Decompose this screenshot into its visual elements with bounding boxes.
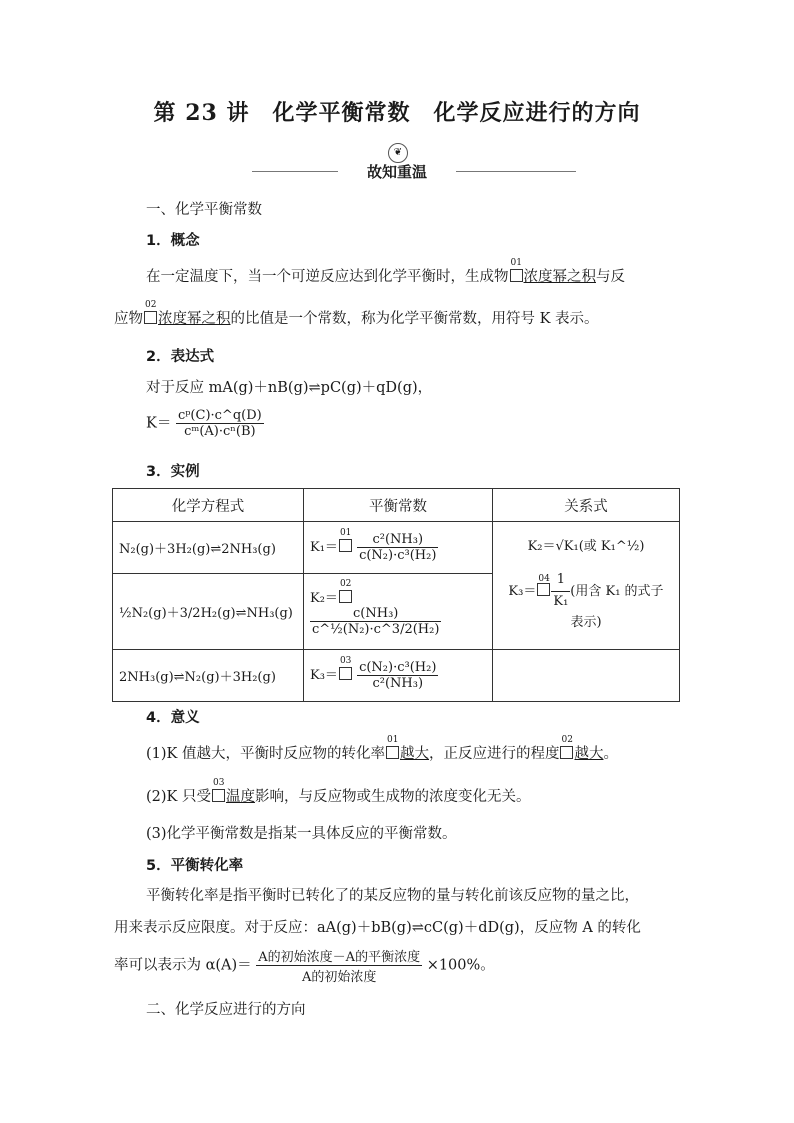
answer: 浓度幂之积 bbox=[158, 311, 231, 327]
expression-heading: 2．表达式 bbox=[146, 349, 215, 365]
blank-mark: 02 bbox=[339, 590, 352, 603]
blank-mark: 02 bbox=[560, 746, 573, 759]
col-header: 关系式 bbox=[493, 489, 680, 522]
constant-cell: K₁＝ 01 $\frac{\text{c²(NH₃)}}{\text{c(N₂)·c³(H₂)}}$ bbox=[304, 522, 493, 574]
text: 应物 bbox=[114, 311, 143, 327]
concept-line2 bbox=[114, 300, 599, 328]
relation-cell bbox=[493, 522, 680, 650]
equation-cell: ½N₂(g)＋3/2H₂(g)⇌NH₃(g) bbox=[113, 574, 304, 650]
blank-mark: 01 bbox=[510, 269, 523, 282]
blank-mark: 03 bbox=[339, 667, 352, 680]
meaning-item2: (2)K 只受 03 温度影响，与反应物或生成物的浓度变化无关。 bbox=[146, 778, 531, 805]
part1-heading: 一、化学平衡常数 bbox=[146, 202, 262, 218]
constant-cell: K₃＝ 03 $\frac{\text{c(N₂)·c³(H₂)}}{\text{c²(NH₃)}}$ bbox=[304, 650, 493, 702]
k-fraction bbox=[176, 408, 264, 439]
examples-table bbox=[112, 488, 680, 702]
blank-mark: 01 bbox=[339, 539, 352, 552]
concept-line1 bbox=[146, 258, 625, 286]
concept-heading: 1．概念 bbox=[146, 233, 200, 249]
text: 的比值是一个常数，称为化学平衡常数，用符号 K 表示。 bbox=[230, 311, 599, 327]
empty-cell bbox=[493, 650, 680, 702]
page-title: 第 23 讲 化学平衡常数 化学反应进行的方向 bbox=[153, 100, 641, 126]
conversion-fraction: $\frac{\text{A的初始浓度－A的平衡浓度}}{\text{A的初始浓度}}$ bbox=[256, 946, 422, 985]
blank-mark: 03 bbox=[212, 789, 225, 802]
k-expression bbox=[146, 408, 264, 439]
table-row bbox=[113, 650, 680, 702]
leaf-icon: ❦ bbox=[388, 143, 408, 163]
conversion-line3: 率可以表示为 α(A)＝ $\frac{\text{A的初始浓度－A的平衡浓度}}{\text{A的初始浓度}}$ ×100%。 bbox=[114, 946, 495, 985]
k-denominator: cᵐ(A)·cⁿ(B) bbox=[184, 424, 256, 439]
col-header: 化学方程式 bbox=[113, 489, 304, 522]
constant-cell: K₂＝ 02 $\frac{\text{c(NH₃)}}{\text{c\textasciicircum{}½(N₂)·c\textasciicircum{}3/2(H₂)}}$ bbox=[304, 574, 493, 650]
expression-reaction: 对于反应 mA(g)＋nB(g)⇌pC(g)＋qD(g)， bbox=[146, 380, 433, 396]
relation-1: K₂＝√K₁(或 K₁^½) bbox=[527, 539, 645, 555]
relation-2: K₃＝ 04 $\frac{1}{\text{K₁}}$ (用含 K₁ 的式子 bbox=[508, 572, 664, 609]
text: 在一定温度下，当一个可逆反应达到化学平衡时，生成物 bbox=[146, 269, 509, 285]
blank-mark: 02 bbox=[144, 311, 157, 324]
relation-2-tail: 表示) bbox=[570, 614, 602, 630]
meaning-item3: (3)化学平衡常数是指某一具体反应的平衡常数。 bbox=[146, 826, 457, 842]
conversion-line1: 平衡转化率是指平衡时已转化了的某反应物的量与转化前该反应物的量之比， bbox=[146, 888, 639, 904]
answer: 浓度幂之积 bbox=[523, 269, 596, 285]
k-numerator: cᵖ(C)·c^q(D) bbox=[177, 408, 262, 423]
equation-cell: 2NH₃(g)⇌N₂(g)＋3H₂(g) bbox=[113, 650, 304, 702]
examples-heading: 3．实例 bbox=[146, 464, 200, 480]
blank-mark: 04 bbox=[537, 583, 550, 596]
meaning-item1: (1)K 值越大，平衡时反应物的转化率 01 越大，正反应进行的程度 02 越大。 bbox=[146, 735, 618, 762]
k-lhs: K＝ bbox=[146, 415, 172, 432]
conversion-heading: 5．平衡转化率 bbox=[146, 858, 244, 874]
part2-heading: 二、化学反应进行的方向 bbox=[146, 1002, 306, 1018]
section-header: 故知重温 bbox=[366, 163, 427, 181]
meaning-heading: 4．意义 bbox=[146, 710, 200, 726]
conversion-line2: 用来表示反应限度。对于反应：aA(g)＋bB(g)⇌cC(g)＋dD(g)，反应物 A 的转化 bbox=[114, 920, 641, 936]
col-header: 平衡常数 bbox=[304, 489, 493, 522]
text: 与反 bbox=[596, 269, 625, 285]
table-row bbox=[113, 522, 680, 574]
equation-cell: N₂(g)＋3H₂(g)⇌2NH₃(g) bbox=[113, 522, 304, 574]
divider-left bbox=[252, 171, 338, 172]
blank-mark: 01 bbox=[386, 746, 399, 759]
divider-right bbox=[456, 171, 576, 172]
